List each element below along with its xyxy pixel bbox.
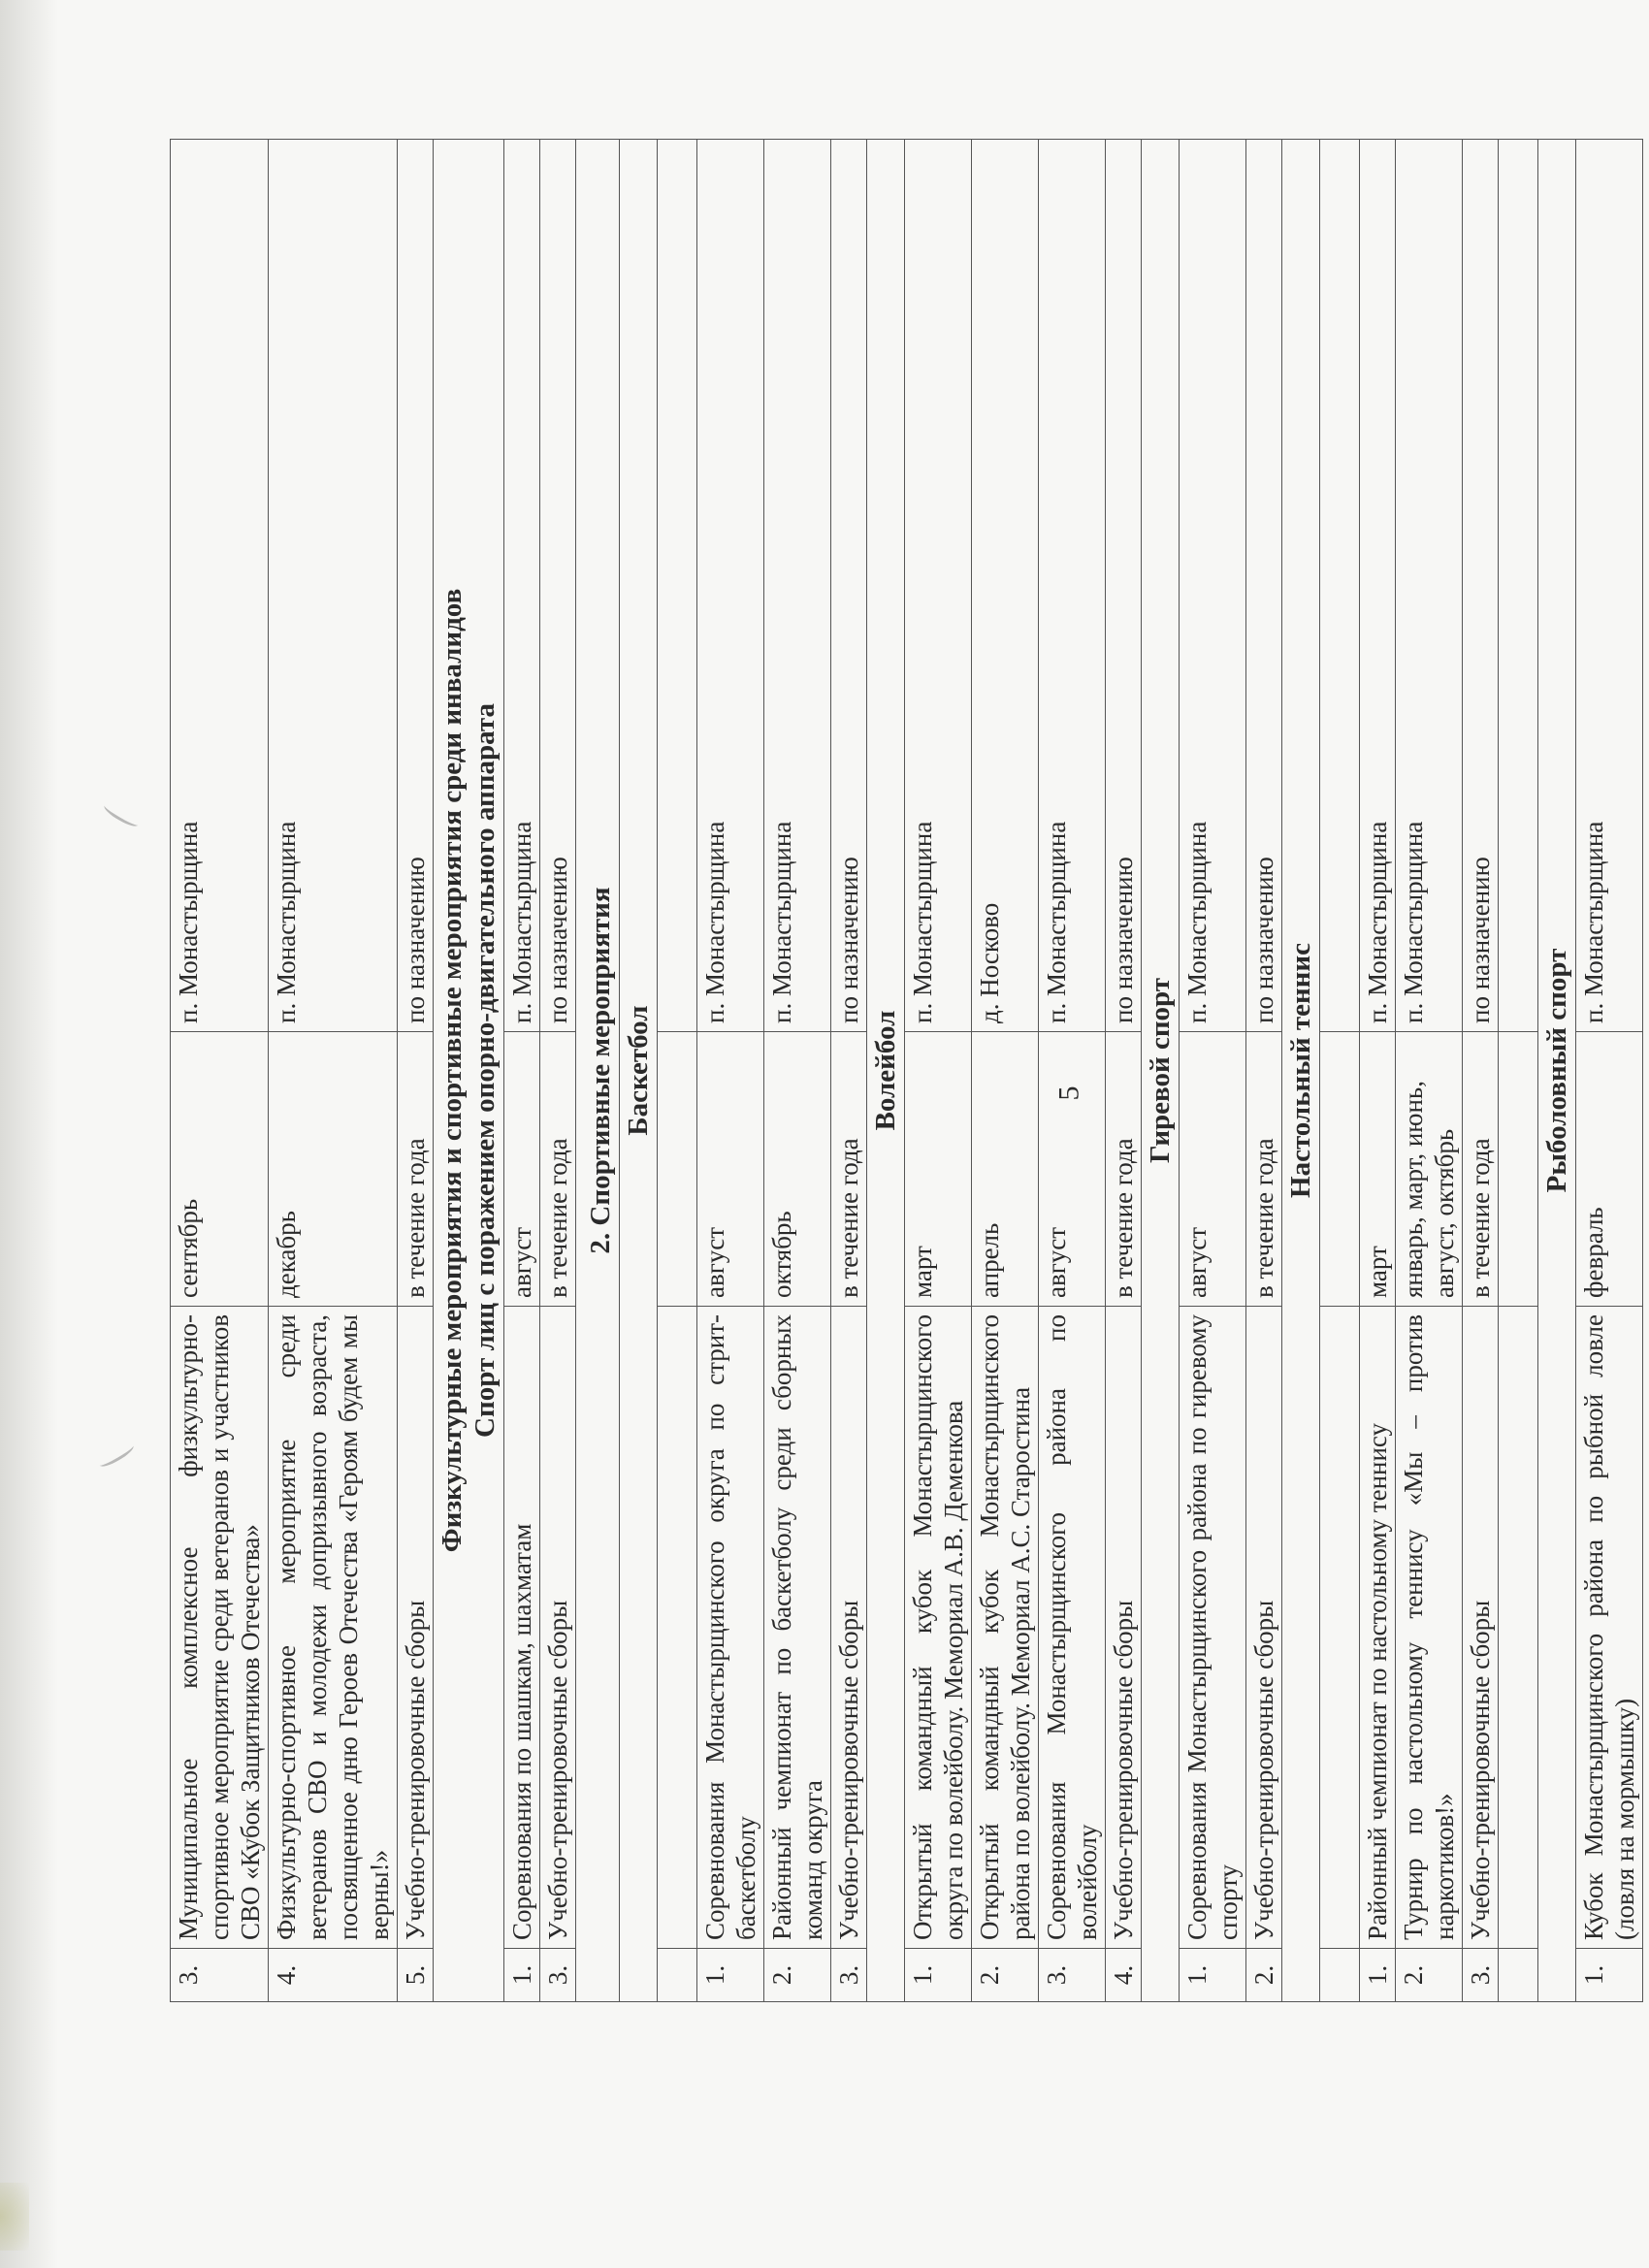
row-number: 3. — [831, 1949, 867, 2002]
row-number: 1. — [697, 1949, 764, 2002]
event-date: март — [905, 1032, 972, 1307]
event-name: Открытый командный кубок Монастырщинского района по волейболу. Мемориал А.С. Старостина — [972, 1307, 1039, 1949]
row-number: 3. — [540, 1949, 576, 2002]
page-number: 5 — [1052, 1085, 1085, 1101]
row-number: 1. — [1180, 1949, 1246, 2002]
event-name: Учебно-тренировочные сборы — [540, 1307, 576, 1949]
table-row — [764, 140, 831, 2002]
table-row — [697, 140, 764, 2002]
event-place: п. Монастырщина — [697, 140, 764, 1032]
event-name: Турнир по настольному теннису «Мы – против наркотиков!» — [1396, 1307, 1463, 1949]
event-date: октябрь — [764, 1032, 831, 1307]
scan-stain — [0, 2183, 29, 2251]
row-number: 2. — [1396, 1949, 1463, 2002]
table-row — [1180, 140, 1246, 2002]
scan-edge-shadow — [0, 0, 58, 2268]
event-name: Физкультурно-спортивное мероприятие среди ветеранов СВО и молодежи допризывного возраста, посвященное дню Героев Отечества «Героям будем мы верны!» — [269, 1307, 398, 1949]
row-number: 3. — [1463, 1949, 1499, 2002]
table-row — [1246, 140, 1282, 2002]
event-place: по назначению — [1463, 140, 1499, 1032]
event-date: в течение года — [398, 1032, 434, 1307]
section-heading — [434, 140, 504, 2002]
event-place: п. Монастырщина — [905, 140, 972, 1032]
row-number: 1. — [1360, 1949, 1396, 2002]
row-number: 5. — [398, 1949, 434, 2002]
event-date: март — [1360, 1032, 1396, 1307]
table-row — [398, 140, 434, 2002]
event-place: п. Монастырщина — [1180, 140, 1246, 1032]
table-row — [972, 140, 1039, 2002]
subsection-heading: Настольный теннис — [1282, 140, 1320, 2002]
table-row — [831, 140, 867, 2002]
event-place: по назначению — [1246, 140, 1282, 1032]
spacer-row — [1320, 140, 1360, 2002]
table-row — [1576, 140, 1643, 2002]
row-number: 2. — [972, 1949, 1039, 2002]
event-name: Открытый командный кубок Монастырщинского округа по волейболу. Мемориал А.В. Деменкова — [905, 1307, 972, 1949]
event-place: по назначению — [831, 140, 867, 1032]
spacer-row — [1499, 140, 1538, 2002]
section-heading-row — [576, 140, 620, 2002]
event-date: январь, март, июнь, август, октябрь — [1396, 1032, 1463, 1307]
event-place: п. Монастырщина — [1360, 140, 1396, 1032]
row-number: 1. — [1576, 1949, 1643, 2002]
event-name: Районный чемпионат по настольному теннису — [1360, 1307, 1396, 1949]
row-number: 3. — [1039, 1949, 1106, 2002]
table-row — [1360, 140, 1396, 2002]
subsection-heading: Гиревой спорт — [1142, 140, 1180, 2002]
event-name: Соревнования Монастырщинского района по гиревому спорту — [1180, 1307, 1246, 1949]
event-date: в течение года — [1106, 1032, 1142, 1307]
section-heading-line: Физкультурные мероприятия и спортивные мероприятия среди инвалидов — [436, 588, 468, 1553]
event-date: апрель — [972, 1032, 1039, 1307]
spacer-row — [658, 140, 697, 2002]
event-date: в течение года — [1463, 1032, 1499, 1307]
event-place: по назначению — [398, 140, 434, 1032]
event-place: п. Монастырщина — [171, 140, 269, 1032]
event-date: в течение года — [1246, 1032, 1282, 1307]
event-date: август — [1039, 1032, 1106, 1307]
subsection-heading-row — [1142, 140, 1180, 2002]
event-date: в течение года — [540, 1032, 576, 1307]
event-date: сентябрь — [171, 1032, 269, 1307]
event-place: д. Носково — [972, 140, 1039, 1032]
event-place: п. Монастырщина — [269, 140, 398, 1032]
event-name: Соревнования Монастырщинского округа по стрит-баскетболу — [697, 1307, 764, 1949]
event-name: Учебно-тренировочные сборы — [1106, 1307, 1142, 1949]
event-date: декабрь — [269, 1032, 398, 1307]
table-row — [905, 140, 972, 2002]
row-number: 2. — [764, 1949, 831, 2002]
row-number: 2. — [1246, 1949, 1282, 2002]
subsection-heading: Рыболовный спорт — [1538, 140, 1576, 2002]
table-row — [171, 140, 269, 2002]
event-place: п. Монастырщина — [764, 140, 831, 1032]
event-place: п. Монастырщина — [1039, 140, 1106, 1032]
events-table — [170, 139, 1643, 2002]
subsection-heading-row — [867, 140, 905, 2002]
event-place: п. Монастырщина — [1396, 140, 1463, 1032]
rotated-document — [170, 140, 1639, 2002]
event-name: Учебно-тренировочные сборы — [398, 1307, 434, 1949]
table-row — [1396, 140, 1463, 2002]
event-name: Учебно-тренировочные сборы — [1246, 1307, 1282, 1949]
subsection-heading-row — [620, 140, 658, 2002]
table-row — [1463, 140, 1499, 2002]
event-place: п. Монастырщина — [1576, 140, 1643, 1032]
row-number: 3. — [171, 1949, 269, 2002]
subsection-heading: Волейбол — [867, 140, 905, 2002]
event-date: август — [504, 1032, 540, 1307]
event-date: август — [697, 1032, 764, 1307]
scan-mark — [97, 1442, 136, 1471]
section-heading-row — [434, 140, 504, 2002]
subsection-heading-row — [1282, 140, 1320, 2002]
row-number: 1. — [504, 1949, 540, 2002]
event-name: Учебно-тренировочные сборы — [831, 1307, 867, 1949]
event-name: Муниципальное комплексное физкультурно-спортивное мероприятие среди ветеранов и участников СВО «Кубок Защитников Отечества» — [171, 1307, 269, 1949]
event-place: п. Монастырщина — [504, 140, 540, 1032]
section-heading-line: Спорт лиц с поражением опорно-двигательного аппарата — [469, 703, 501, 1438]
event-place: по назначению — [1106, 140, 1142, 1032]
row-number: 4. — [269, 1949, 398, 2002]
table-row — [540, 140, 576, 2002]
row-number: 4. — [1106, 1949, 1142, 2002]
section-heading: 2. Спортивные мероприятия — [576, 140, 620, 2002]
table-row — [504, 140, 540, 2002]
subsection-heading-row — [1538, 140, 1576, 2002]
event-date: февраль — [1576, 1032, 1643, 1307]
scan-mark — [102, 801, 141, 830]
subsection-heading: Баскетбол — [620, 140, 658, 2002]
event-name: Соревнования по шашкам, шахматам — [504, 1307, 540, 1949]
table-row — [1039, 140, 1106, 2002]
row-number: 1. — [905, 1949, 972, 2002]
event-date: в течение года — [831, 1032, 867, 1307]
event-name: Учебно-тренировочные сборы — [1463, 1307, 1499, 1949]
event-name: Районный чемпионат по баскетболу среди сборных команд округа — [764, 1307, 831, 1949]
event-place: по назначению — [540, 140, 576, 1032]
event-name: Соревнования Монастырщинского района по волейболу — [1039, 1307, 1106, 1949]
event-name: Кубок Монастырщинского района по рыбной ловле (ловля на мормышку) — [1576, 1307, 1643, 1949]
table-row — [269, 140, 398, 2002]
event-date: август — [1180, 1032, 1246, 1307]
table-row — [1106, 140, 1142, 2002]
